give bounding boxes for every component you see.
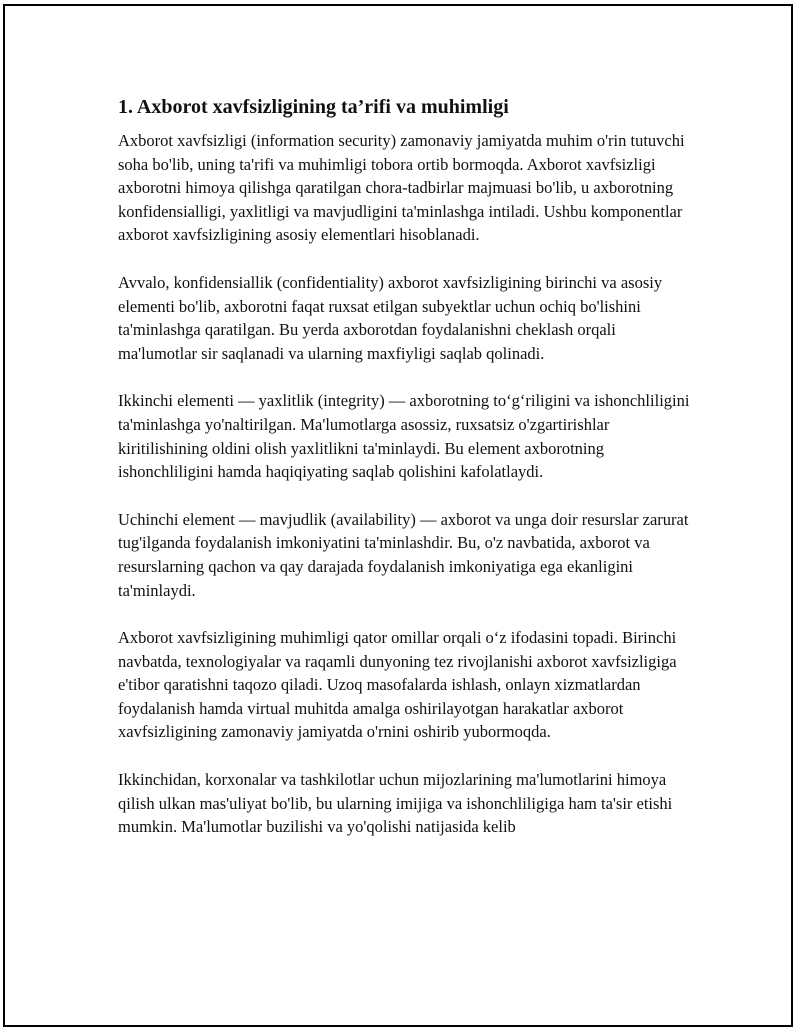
paragraph-integrity: Ikkinchi elementi — yaxlitlik (integrity) — axborotning to‘g‘riligini va ishonchliligini ta'minlashga yo'naltirilgan. Ma'lumotlarga asossiz, ruxsatsiz o'zgartirishlar kiritilishining oldini olish yaxlitlikni ta'minlaydi. Bu element axborotning ishonchliligini hamda haqiqiyating saqlab qolishini kafolatlaydi.: [118, 391, 690, 482]
paragraph-organizations: Ikkinchidan, korxonalar va tashkilotlar uchun mijozlarining ma'lumotlarini himoya qilish ulkan mas'uliyat bo'lib, bu ularning imijiga va ishonchliligiga ham ta'sir etishi mumkin. Ma'lumotlar buzilishi va yo'qolishi natijasida kelib: [118, 770, 673, 837]
document-body: [118, 94, 698, 863]
section-heading: 1. Axborot xavfsizligining ta’rifi va muhimligi: [118, 96, 509, 118]
paragraph-confidentiality: Avvalo, konfidensiallik (confidentiality) axborot xavfsizligining birinchi va asosiy elementi bo'lib, axborotni faqat ruxsat etilgan subyektlar uchun ochiq bo'lishini ta'minlashga qaratilgan. Bu yerda axborotdan foydalanishni cheklash orqali ma'lumotlar sir saqlanadi va ularning maxfiyligi saqlab qolinadi.: [118, 272, 663, 363]
paragraph-importance: Axborot xavfsizligining muhimligi qator omillar orqali o‘z ifodasini topadi. Birinchi navbatda, texnologiyalar va raqamli dunyoning tez rivojlanishi axborot xavfsizligiga e'tibor qaratishni taqozo qiladi. Uzoq masofalarda ishlash, onlayn xizmatlardan foydalanish hamda virtual muhitda amalga oshirilayotgan harakatlar axborot xavfsizligining zamonaviy jamiyatda o'rnini oshirib yubormoqda.: [118, 628, 677, 742]
paragraph-availability: Uchinchi element — mavjudlik (availability) — axborot va unga doir resurslar zarurat tug'ilganda foydalanish imkoniyatini ta'minlashdir. Bu, o'z navbatida, axborot va resurslarning qachon va qay darajada foydalanish imkoniyatiga ega ekanligini ta'minlaydi.: [118, 509, 689, 600]
paragraph-definition: Axborot xavfsizligi (information security) zamonaviy jamiyatda muhim o'rin tutuvchi soha bo'lib, uning ta'rifi va muhimligi tobora ortib bormoqda. Axborot xavfsizligi axborotni himoya qilishga qaratilgan chora-tadbirlar majmuasi bo'lib, u axborotning konfidensialligi, yaxlitligi va mavjudligini ta'minlashga intiladi. Ushbu komponentlar axborot xavfsizligining asosiy elementlari hisoblanadi.: [118, 131, 685, 245]
